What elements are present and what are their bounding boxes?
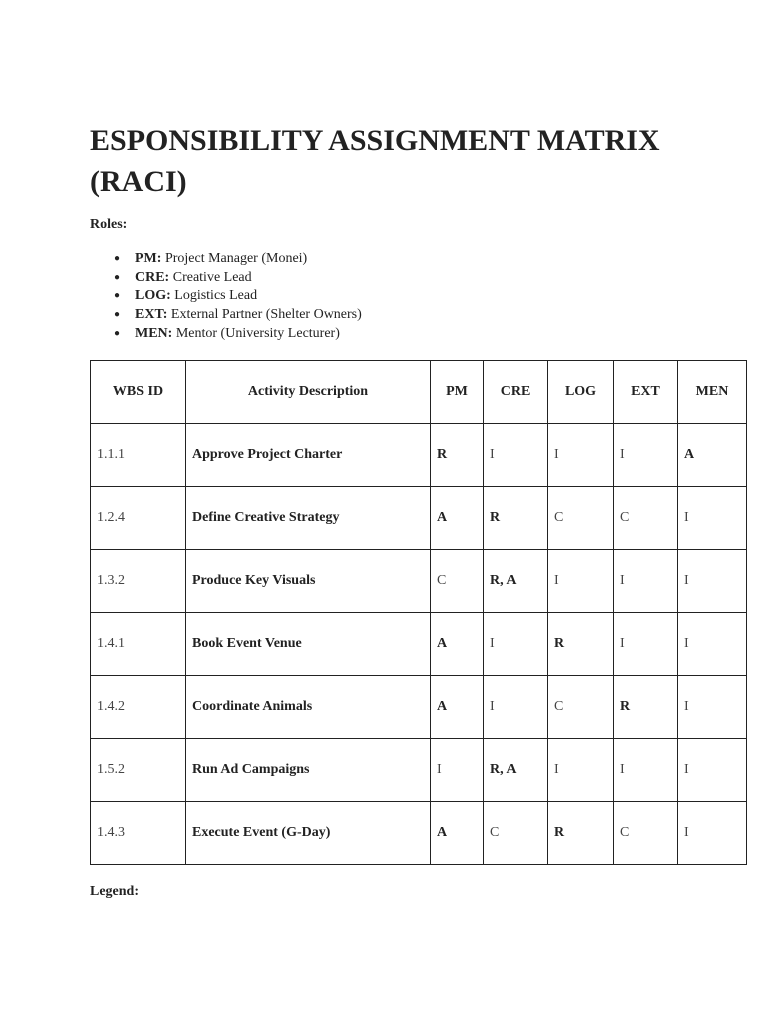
cell-log: I [548,739,614,802]
cell-ext: I [614,613,678,676]
bullet-icon: ● [114,253,121,264]
cell-cre: I [484,676,548,739]
cell-pm: R [431,424,484,487]
cell-ext: I [614,424,678,487]
header-men: MEN [678,361,747,424]
cell-activity-description: Approve Project Charter [186,424,431,487]
cell-activity-description: Coordinate Animals [186,676,431,739]
cell-activity-description: Produce Key Visuals [186,550,431,613]
cell-wbs-id: 1.2.4 [91,487,186,550]
role-abbr: EXT: [135,307,168,323]
role-item [90,287,362,306]
raci-table-body [91,424,747,865]
cell-ext: I [614,550,678,613]
header-activity-description: Activity Description [186,361,431,424]
bullet-icon: ● [114,271,121,283]
role-abbr: PM: [135,251,162,266]
roles-list [90,250,362,344]
cell-cre: C [484,802,548,865]
cell-pm: C [431,550,484,613]
bullet-icon: ● [114,290,121,302]
bullet-icon: ● [114,327,121,339]
cell-men: I [678,739,747,802]
header-ext: EXT [614,361,678,424]
page-title: ESPONSIBILITY ASSIGNMENT MATRIX (RACI) [90,124,660,198]
cell-cre: I [484,613,548,676]
cell-ext: C [614,802,678,865]
cell-cre: R, A [484,550,548,613]
table-row [91,487,747,550]
cell-pm: A [431,487,484,550]
cell-cre: R, A [484,739,548,802]
cell-wbs-id: 1.4.1 [91,613,186,676]
table-row [91,613,747,676]
cell-men: I [678,802,747,865]
header-cre: CRE [484,361,548,424]
role-item [90,325,362,344]
header-wbs-id: WBS ID [91,361,186,424]
role-text: Project Manager (Monei) [161,251,308,266]
cell-activity-description: Execute Event (G-Day) [186,802,431,865]
cell-men: I [678,676,747,739]
cell-pm: A [431,613,484,676]
table-row [91,676,747,739]
table-row [91,802,747,865]
role-abbr: LOG: [135,288,171,304]
cell-men: I [678,613,747,676]
cell-cre: I [484,424,548,487]
cell-log: I [548,424,614,487]
cell-wbs-id: 1.3.2 [91,550,186,613]
cell-log: R [548,613,614,676]
cell-activity-description: Book Event Venue [186,613,431,676]
cell-pm: A [431,676,484,739]
cell-log: R [548,802,614,865]
role-text: Creative Lead [169,269,252,285]
cell-log: C [548,676,614,739]
cell-wbs-id: 1.1.1 [91,424,186,487]
cell-ext: R [614,676,678,739]
cell-log: C [548,487,614,550]
raci-table [90,360,747,865]
role-item [90,269,362,288]
role-text: Mentor (University Lecturer) [172,325,340,341]
cell-men: A [678,424,747,487]
cell-wbs-id: 1.4.3 [91,802,186,865]
cell-log: I [548,550,614,613]
cell-wbs-id: 1.4.2 [91,676,186,739]
cell-men: I [678,487,747,550]
header-pm: PM [431,361,484,424]
cell-ext: I [614,739,678,802]
table-row [91,550,747,613]
cell-cre: R [484,487,548,550]
role-abbr: MEN: [135,325,173,341]
role-item [90,306,362,325]
cell-pm: I [431,739,484,802]
cell-pm: A [431,802,484,865]
cell-wbs-id: 1.5.2 [91,739,186,802]
role-text: Logistics Lead [170,288,258,304]
legend-heading: Legend: [90,884,139,899]
bullet-icon: ● [114,309,121,321]
cell-activity-description: Define Creative Strategy [186,487,431,550]
cell-activity-description: Run Ad Campaigns [186,739,431,802]
table-row [91,424,747,487]
roles-heading: Roles: [90,217,128,232]
role-text: External Partner (Shelter Owners) [167,307,362,323]
header-log: LOG [548,361,614,424]
role-abbr: CRE: [135,269,170,285]
role-item [90,250,362,269]
table-header-row [91,361,747,424]
table-row [91,739,747,802]
cell-men: I [678,550,747,613]
cell-ext: C [614,487,678,550]
